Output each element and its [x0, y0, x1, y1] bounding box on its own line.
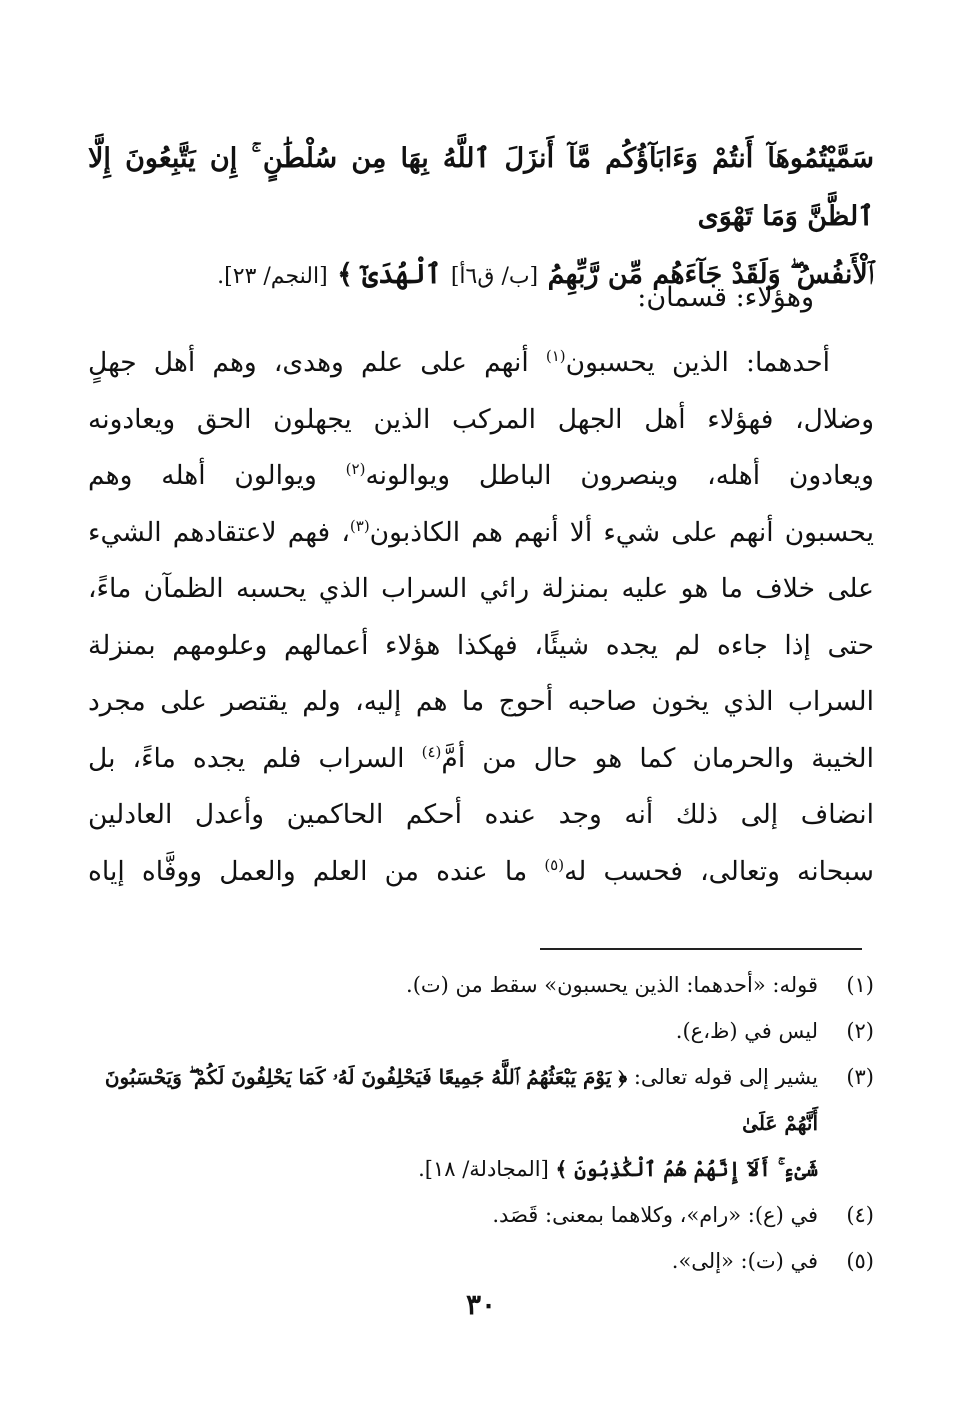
- paragraph-line: [88, 448, 874, 505]
- paragraph-line: وضلال، فهؤلاء أهل الجهل المركب الذين يجهلون الحق ويعادونه: [88, 403, 874, 435]
- surah-reference: [النجم/ ٢٣].: [217, 264, 328, 289]
- quran-verse-text: سَمَّيْتُمُوهَآ أَنتُمْ وَءَابَآؤُكُم مَّآ أَنزَلَ ٱللَّهُ بِهَا مِن سُلْطَٰنٍ ۚ إِن يَتَّبِعُونَ إِلَّا ٱلظَّنَّ وَمَا تَهْوَى: [88, 143, 874, 232]
- footnote-3: [88, 1054, 874, 1192]
- footnote-4: [88, 1192, 874, 1238]
- footnote-ref-2[interactable]: (٢): [345, 460, 366, 479]
- footnote-ref-4[interactable]: (٤): [421, 742, 442, 761]
- text-run: الخيبة والحرمان كما هو حال من أمَّ: [441, 742, 874, 774]
- footnote-text: ليس في (ظ،ع).: [675, 1019, 818, 1043]
- footnote-number: (١): [846, 973, 874, 997]
- text-run: ويوالون أهله وهم: [88, 460, 317, 491]
- footnote-text: [88, 1054, 818, 1192]
- footnote-ref-5[interactable]: (٥): [544, 855, 565, 874]
- paragraph-line: انضاف إلى ذلك أنه وجد عنده أحكم الحاكمين وأعدل العادلين: [88, 799, 874, 830]
- paragraph-line: حتى إذا جاءه لم يجده شيئًا، فهكذا هؤلاء أعمالهم وعلومهم بمنزلة: [88, 629, 874, 661]
- footnote-number: (٣): [846, 1065, 874, 1089]
- quran-verse-line-1: [88, 130, 874, 246]
- quran-verse-text: ﴿ يَوْمَ يَبْعَثُهُمُ ٱللَّهُ جَمِيعًا فَيَحْلِفُونَ لَهُۥ كَمَا يَحْلِفُونَ لَكُمْ ۖ وَيَحْسَبُونَ أَنَّهُمْ عَلَىٰ: [104, 1065, 818, 1135]
- section-intro: وهؤلاء: قسمان:: [637, 282, 814, 313]
- footnote-text-run: يشير إلى قوله تعالى:: [633, 1065, 818, 1089]
- text-run: السراب فلم يجده ماءً، بل: [88, 742, 405, 774]
- text-run: ويعادون أهله، وينصرون الباطل ويوالونه: [365, 460, 874, 491]
- page-number: ٣٠: [465, 1288, 497, 1321]
- text-run: ما عنده من العلم والعمل ووفَّاه إياه: [88, 855, 528, 887]
- manuscript-folio-marker: [ب/ ق٦أ]: [450, 264, 539, 289]
- quran-verse-text: ٱلْهُدَىٰٓ: [362, 259, 442, 290]
- main-paragraph: [88, 335, 874, 900]
- footnote-number: (٥): [846, 1249, 874, 1273]
- footnote-ref-3[interactable]: (٣): [349, 516, 370, 535]
- text-run: ، فهم لاعتقادهم الشيء: [88, 516, 350, 548]
- footnote-number: (٢): [846, 1019, 874, 1043]
- quran-verse-text: ٱلْأَنفُسُ ۖ وَلَقَدْ جَآءَهُم مِّن رَّبِّهِمُ: [547, 259, 874, 290]
- footnote-text: في (ت): «إلى».: [671, 1249, 818, 1273]
- footnote-2: [88, 1008, 874, 1054]
- text-run: أحدهما: الذين يحسبون: [565, 347, 830, 378]
- surah-reference: [المجادلة/ ١٨].: [418, 1157, 549, 1181]
- paragraph-line: على خلاف ما هو عليه بمنزلة رائي السراب الذي يحسبه الظمآن ماءً،: [88, 573, 874, 604]
- footnotes-section: [88, 962, 874, 1284]
- footnote-1: [88, 962, 874, 1008]
- paragraph-line: [88, 335, 874, 392]
- quran-verse-text: شَىْءٍ ۚ أَلَآ إِنَّهُمْ هُمُ ٱلْكَٰذِبُونَ ﴾: [555, 1157, 818, 1181]
- footnote-5: [88, 1238, 874, 1284]
- footnote-text: في (ع): «رام»، وكلاهما بمعنى: قَصَد.: [492, 1203, 818, 1227]
- paragraph-line: السراب الذي يخون صاحبه أحوج ما هم إليه، ولم يقتصر على مجرد: [88, 686, 874, 717]
- text-run: يحسبون أنهم على شيء ألا أنهم هم الكاذبون: [369, 516, 874, 548]
- quran-closing-bracket: ﴾: [337, 259, 353, 290]
- footnote-ref-1[interactable]: (١): [545, 347, 566, 366]
- footnote-text: قوله: «أحدهما: الذين يحسبون» سقط من (ت).: [406, 973, 818, 997]
- paragraph-line: [88, 844, 874, 901]
- paragraph-line: [88, 505, 874, 562]
- footnote-number: (٤): [846, 1203, 874, 1227]
- footnote-divider: [540, 948, 862, 950]
- text-run: أنهم على علم وهدى، وهم أهل جهلٍ: [88, 347, 529, 378]
- text-run: سبحانه وتعالى، فحسب له: [564, 855, 874, 887]
- paragraph-line: [88, 731, 874, 788]
